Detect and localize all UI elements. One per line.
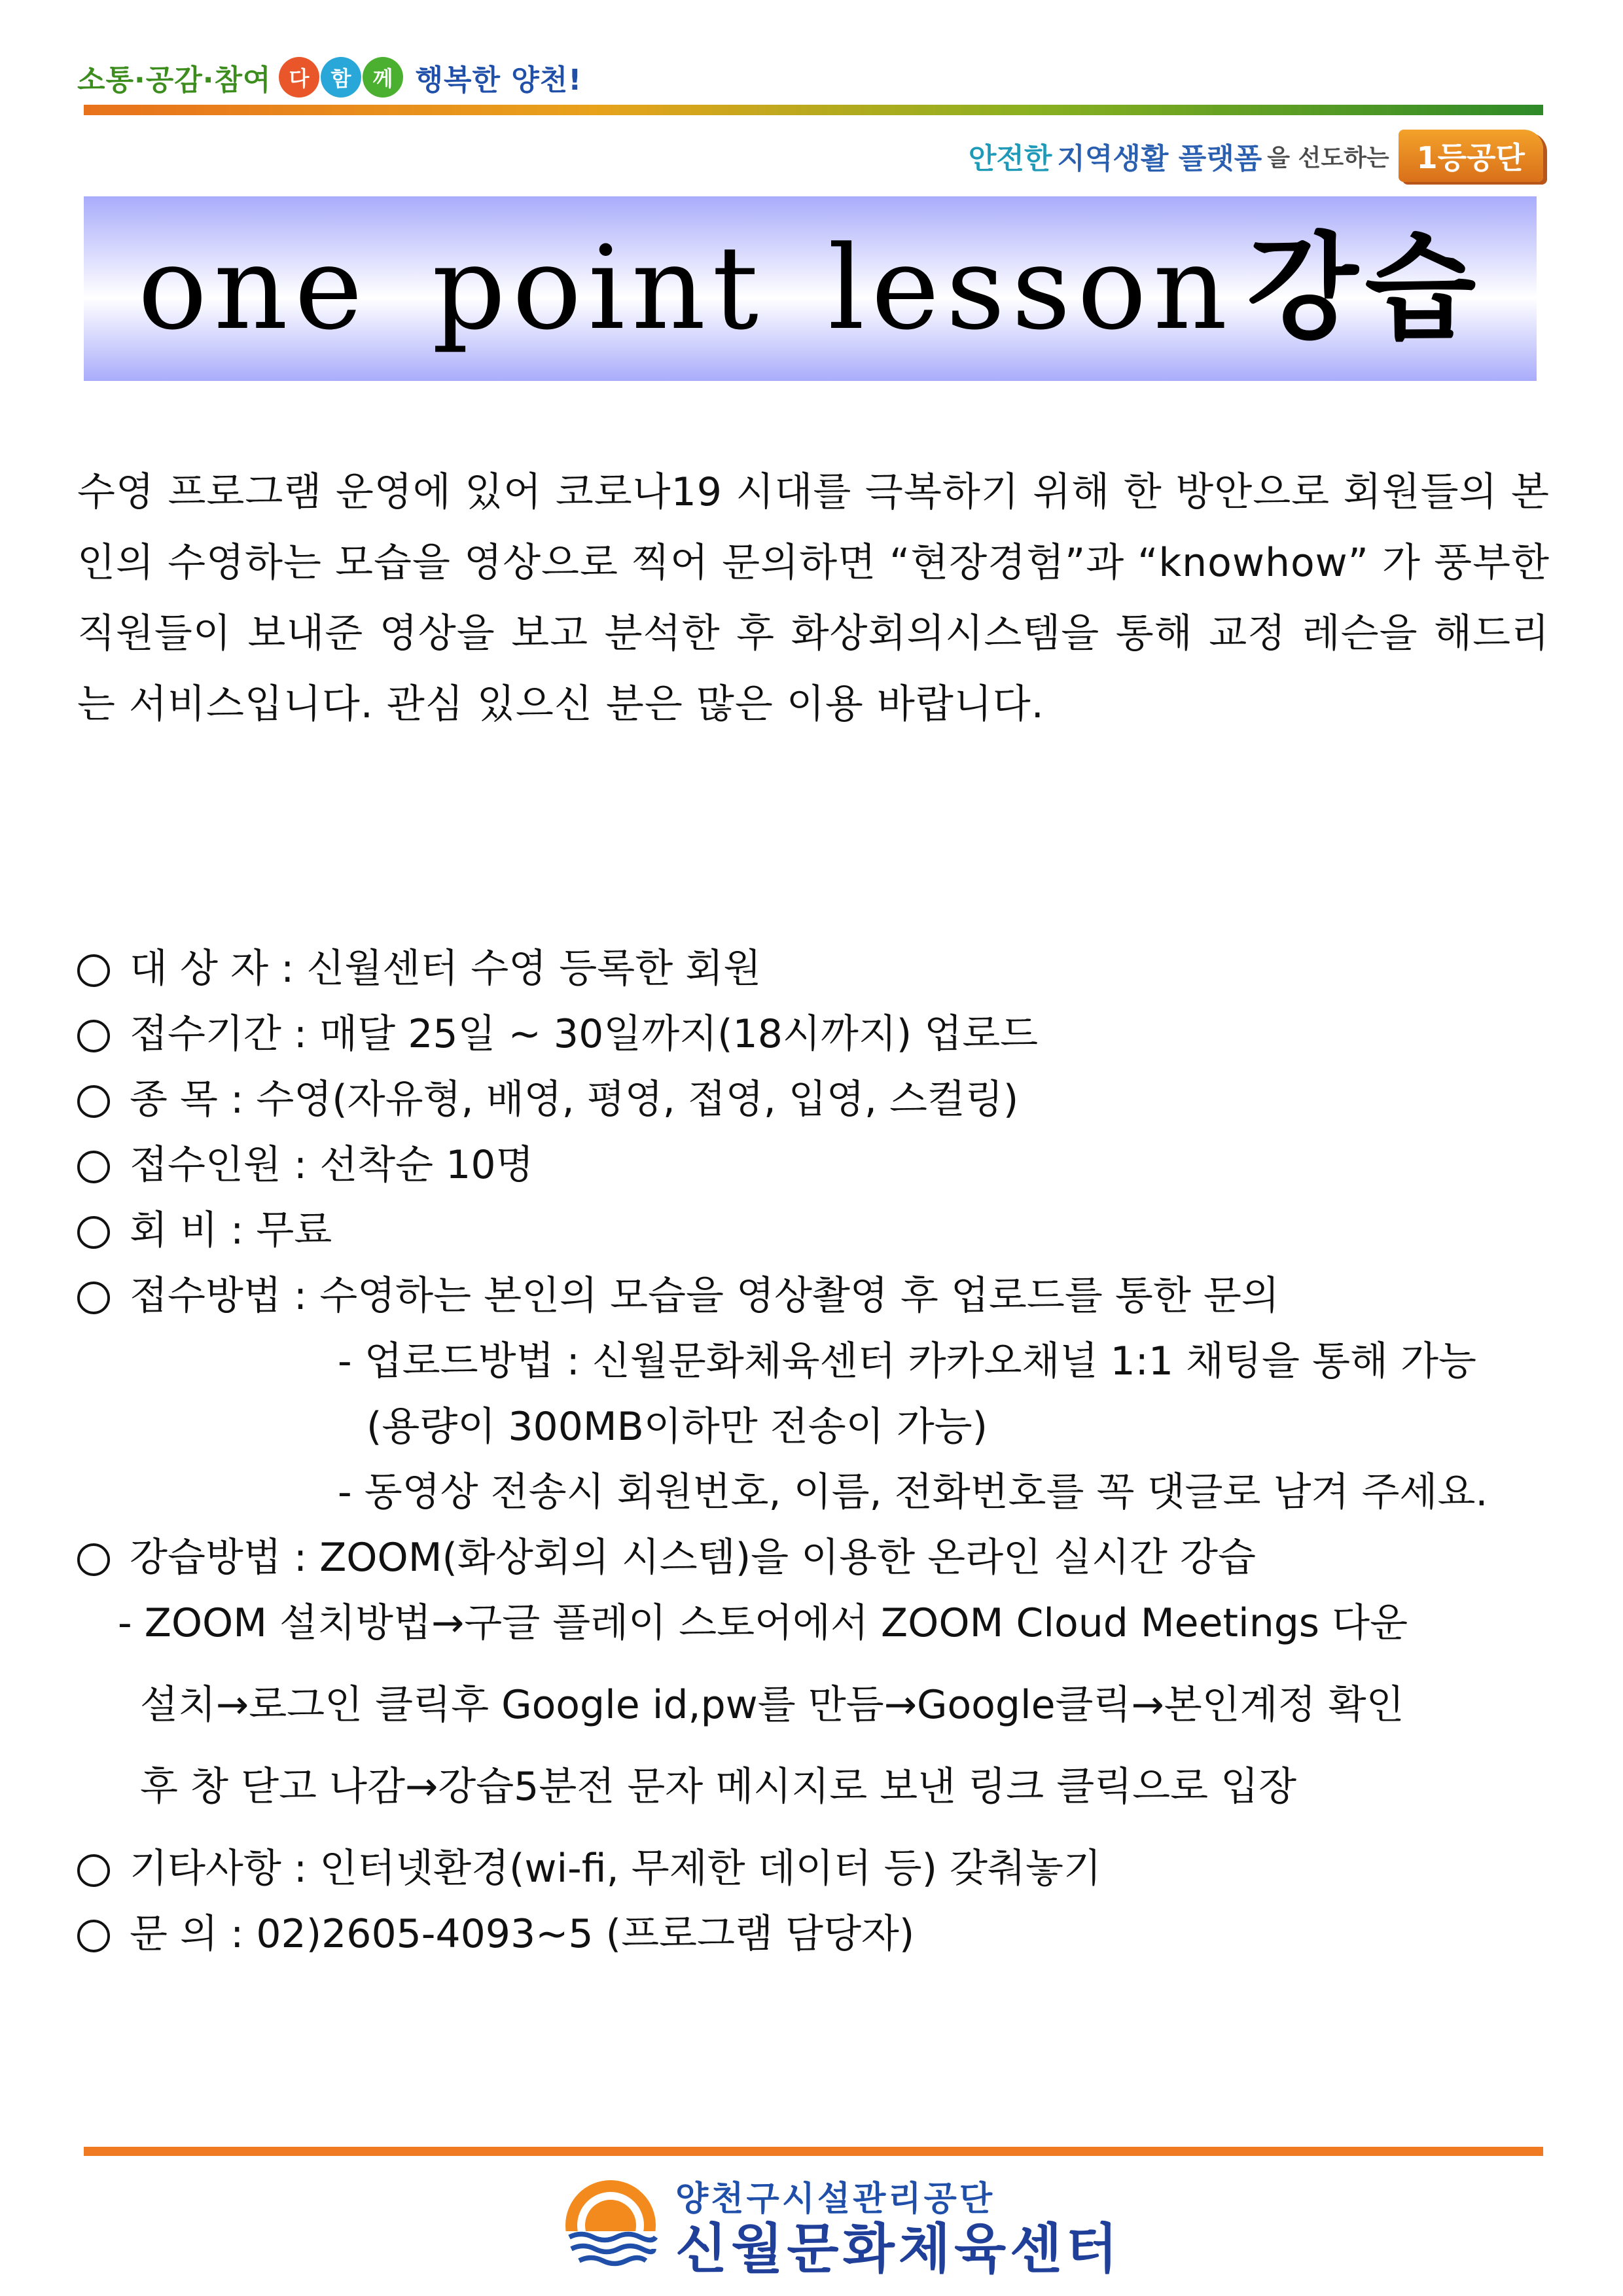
info-method: 접수방법 : 수영하는 본인의 모습을 영상촬영 후 업로드를 통한 문의: [77, 1265, 1279, 1321]
footer-center: 신월문화체육센터: [675, 2218, 1122, 2281]
sun-wave-logo-icon: [562, 2176, 660, 2274]
banner-title-ko: 강습: [1247, 221, 1483, 355]
info-lesson-sub1: - ZOOM 설치방법→구글 플레이 스토어에서 ZOOM Cloud Meetings 다운: [118, 1600, 1408, 1646]
header-slogan: [77, 51, 582, 103]
info-method-sub2: - 동영상 전송시 회원번호, 이름, 전화번호를 꼭 댓글로 남겨 주세요.: [338, 1469, 1488, 1515]
tagline-part2: 지역생활 플랫폼: [1057, 142, 1262, 175]
slogan-green-text: 소통·공감·참여: [77, 63, 272, 97]
info-method-sub1b: (용량이 300MB이하만 전송이 가능): [366, 1404, 988, 1450]
tagline-badge: 1등공단: [1399, 130, 1543, 182]
footer-org: 양천구시설관리공단: [675, 2179, 995, 2219]
info-events: 종 목 : 수영(자유형, 배영, 평영, 접영, 입영, 스컬링): [77, 1068, 1018, 1124]
slogan-blue-text: 행복한 양천!: [415, 63, 582, 97]
slogan-bubble-3: 께: [363, 57, 403, 98]
tagline: [969, 124, 1543, 187]
banner-title: [137, 221, 1483, 355]
intro-paragraph: 수영 프로그램 운영에 있어 코로나19 시대를 극복하기 위해 한 방안으로 회원들의 본인의 수영하는 모습을 영상으로 찍어 문의하면 “현장경험”과 “knowhow” 가 풍부한 직원들이 보내준 영상을 보고 분석한 후 화상회의시스템을 통해 교정 레슨을 해드리는 서비스입니다. 관심 있으신 분은 많은 이용 바랍니다.: [77, 469, 1550, 727]
slogan-bubble-1: 다: [279, 57, 319, 98]
footer: [562, 2170, 1122, 2281]
top-divider: [84, 105, 1543, 115]
title-banner: [84, 196, 1537, 381]
circle-bullet-icon: [77, 1282, 110, 1314]
circle-bullet-icon: [77, 954, 110, 987]
circle-bullet-icon: [77, 1020, 110, 1052]
info-fee: 회 비 : 무료: [77, 1199, 332, 1255]
circle-bullet-icon: [77, 1151, 110, 1183]
footer-text: [675, 2171, 1122, 2279]
info-lesson: 강습방법 : ZOOM(화상회의 시스템)을 이용한 온라인 실시간 강습: [77, 1526, 1256, 1583]
circle-bullet-icon: [77, 1854, 110, 1887]
info-capacity: 접수인원 : 선착순 10명: [77, 1134, 533, 1190]
circle-bullet-icon: [77, 1543, 110, 1576]
info-contact: 문 의 : 02)2605-4093~5 (프로그램 담당자): [77, 1903, 914, 1959]
info-etc: 기타사항 : 인터넷환경(wi-fi, 무제한 데이터 등) 갖춰놓기: [77, 1837, 1101, 1893]
circle-bullet-icon: [77, 1085, 110, 1118]
info-target: 대 상 자 : 신월센터 수영 등록한 회원: [77, 937, 761, 994]
tagline-part3: 을 선도하는: [1267, 144, 1389, 171]
info-period: 접수기간 : 매달 25일 ~ 30일까지(18시까지) 업로드: [77, 1003, 1038, 1059]
banner-title-en: one point lesson: [137, 221, 1234, 355]
circle-bullet-icon: [77, 1216, 110, 1249]
circle-bullet-icon: [77, 1920, 110, 1952]
tagline-part1: 안전한: [968, 142, 1052, 175]
info-lesson-sub3: 후 창 닫고 나감→강습5분전 문자 메시지로 보낸 링크 클릭으로 입장: [140, 1764, 1297, 1810]
info-method-sub1: - 업로드방법 : 신월문화체육센터 카카오채널 1:1 채팅을 통해 가능: [338, 1338, 1477, 1384]
info-lesson-sub2: 설치→로그인 클릭후 Google id,pw를 만듬→Google클릭→본인계정 확인: [140, 1682, 1404, 1728]
slogan-bubble-2: 함: [321, 57, 361, 98]
bottom-divider: [84, 2147, 1543, 2156]
